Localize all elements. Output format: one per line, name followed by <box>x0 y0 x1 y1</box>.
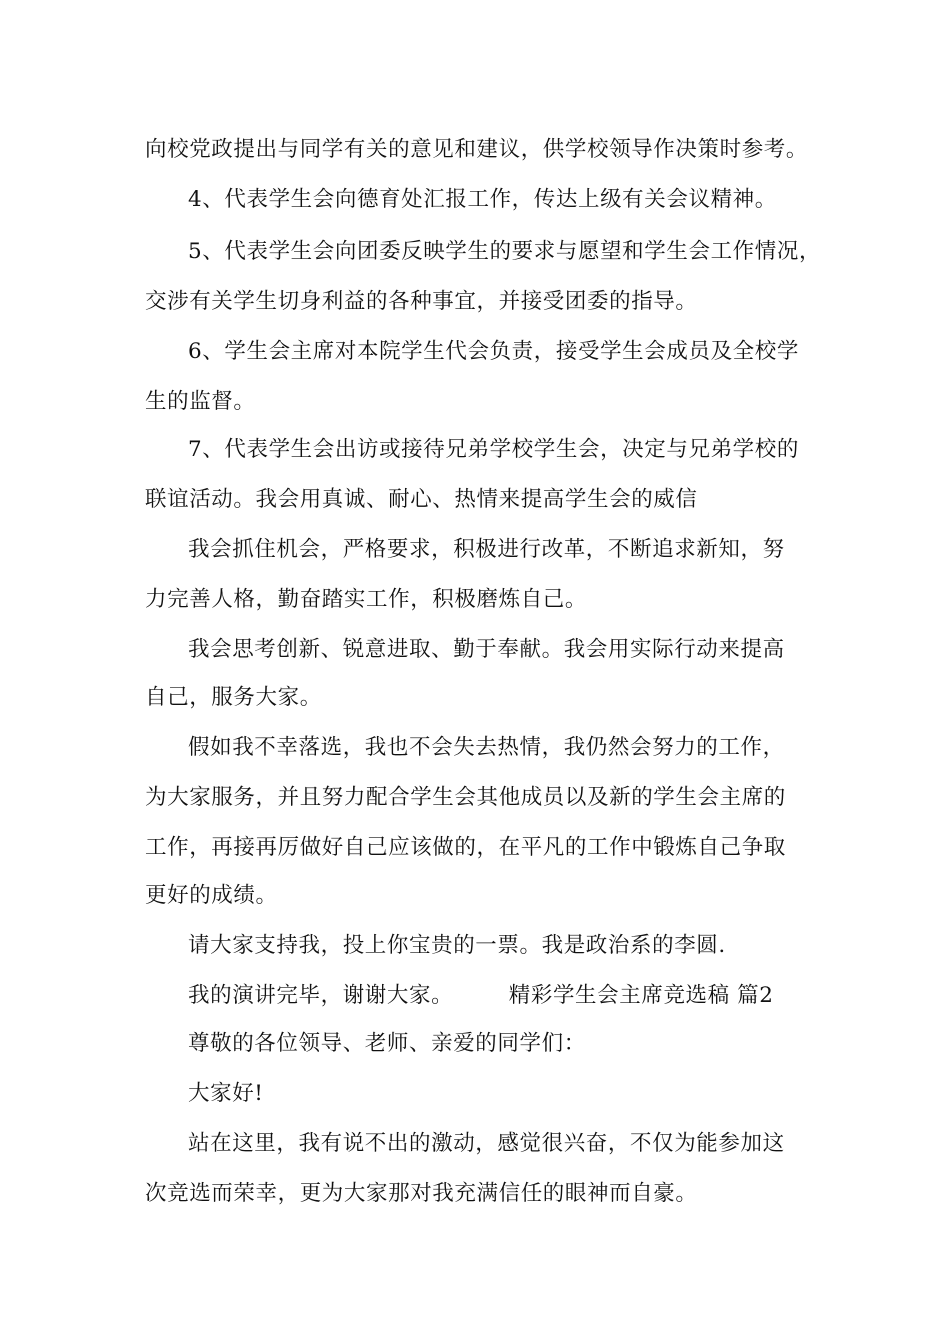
text-line: 为大家服务，并且努力配合学生会其他成员以及新的学生会主席的 <box>145 785 786 810</box>
text-line: 我的演讲完毕，谢谢大家。 精彩学生会主席竞选稿 篇2 <box>188 983 774 1008</box>
text-line: 请大家支持我，投上你宝贵的一票。我是政治系的李圆. <box>188 933 726 958</box>
text-line: 向校党政提出与同学有关的意见和建议，供学校领导作决策时参考。 <box>145 137 809 162</box>
text-line: 5、代表学生会向团委反映学生的要求与愿望和学生会工作情况， <box>188 239 822 264</box>
text-line: 交涉有关学生切身利益的各种事宜，并接受团委的指导。 <box>145 289 698 314</box>
text-line: 站在这里，我有说不出的激动，感觉很兴奋，不仅为能参加这 <box>188 1131 785 1156</box>
text-line: 次竞选而荣幸，更为大家那对我充满信任的眼神而自豪。 <box>145 1181 698 1206</box>
text-line: 自己，服务大家。 <box>145 685 322 710</box>
text-line: 大家好! <box>188 1081 264 1106</box>
text-line: 7、代表学生会出访或接待兄弟学校学生会，决定与兄弟学校的 <box>188 437 799 462</box>
text-line: 6、学生会主席对本院学生代会负责，接受学生会成员及全校学 <box>188 339 799 364</box>
text-line: 生的监督。 <box>145 389 256 414</box>
text-line: 更好的成绩。 <box>145 883 278 908</box>
text-line: 尊敬的各位领导、老师、亲爱的同学们： <box>188 1031 586 1056</box>
text-line: 我会抓住机会，严格要求，积极进行改革，不断追求新知，努 <box>188 537 785 562</box>
text-line: 4、代表学生会向德育处汇报工作，传达上级有关会议精神。 <box>188 187 777 212</box>
text-line: 工作，再接再厉做好自己应该做的，在平凡的工作中锻炼自己争取 <box>145 835 786 860</box>
text-line: 假如我不幸落选，我也不会失去热情，我仍然会努力的工作， <box>188 735 785 760</box>
text-line: 联谊活动。我会用真诚、耐心、热情来提高学生会的威信 <box>145 487 698 512</box>
text-line: 我会思考创新、锐意进取、勤于奉献。我会用实际行动来提高 <box>188 637 785 662</box>
text-line: 力完善人格，勤奋踏实工作，积极磨炼自己。 <box>145 587 588 612</box>
